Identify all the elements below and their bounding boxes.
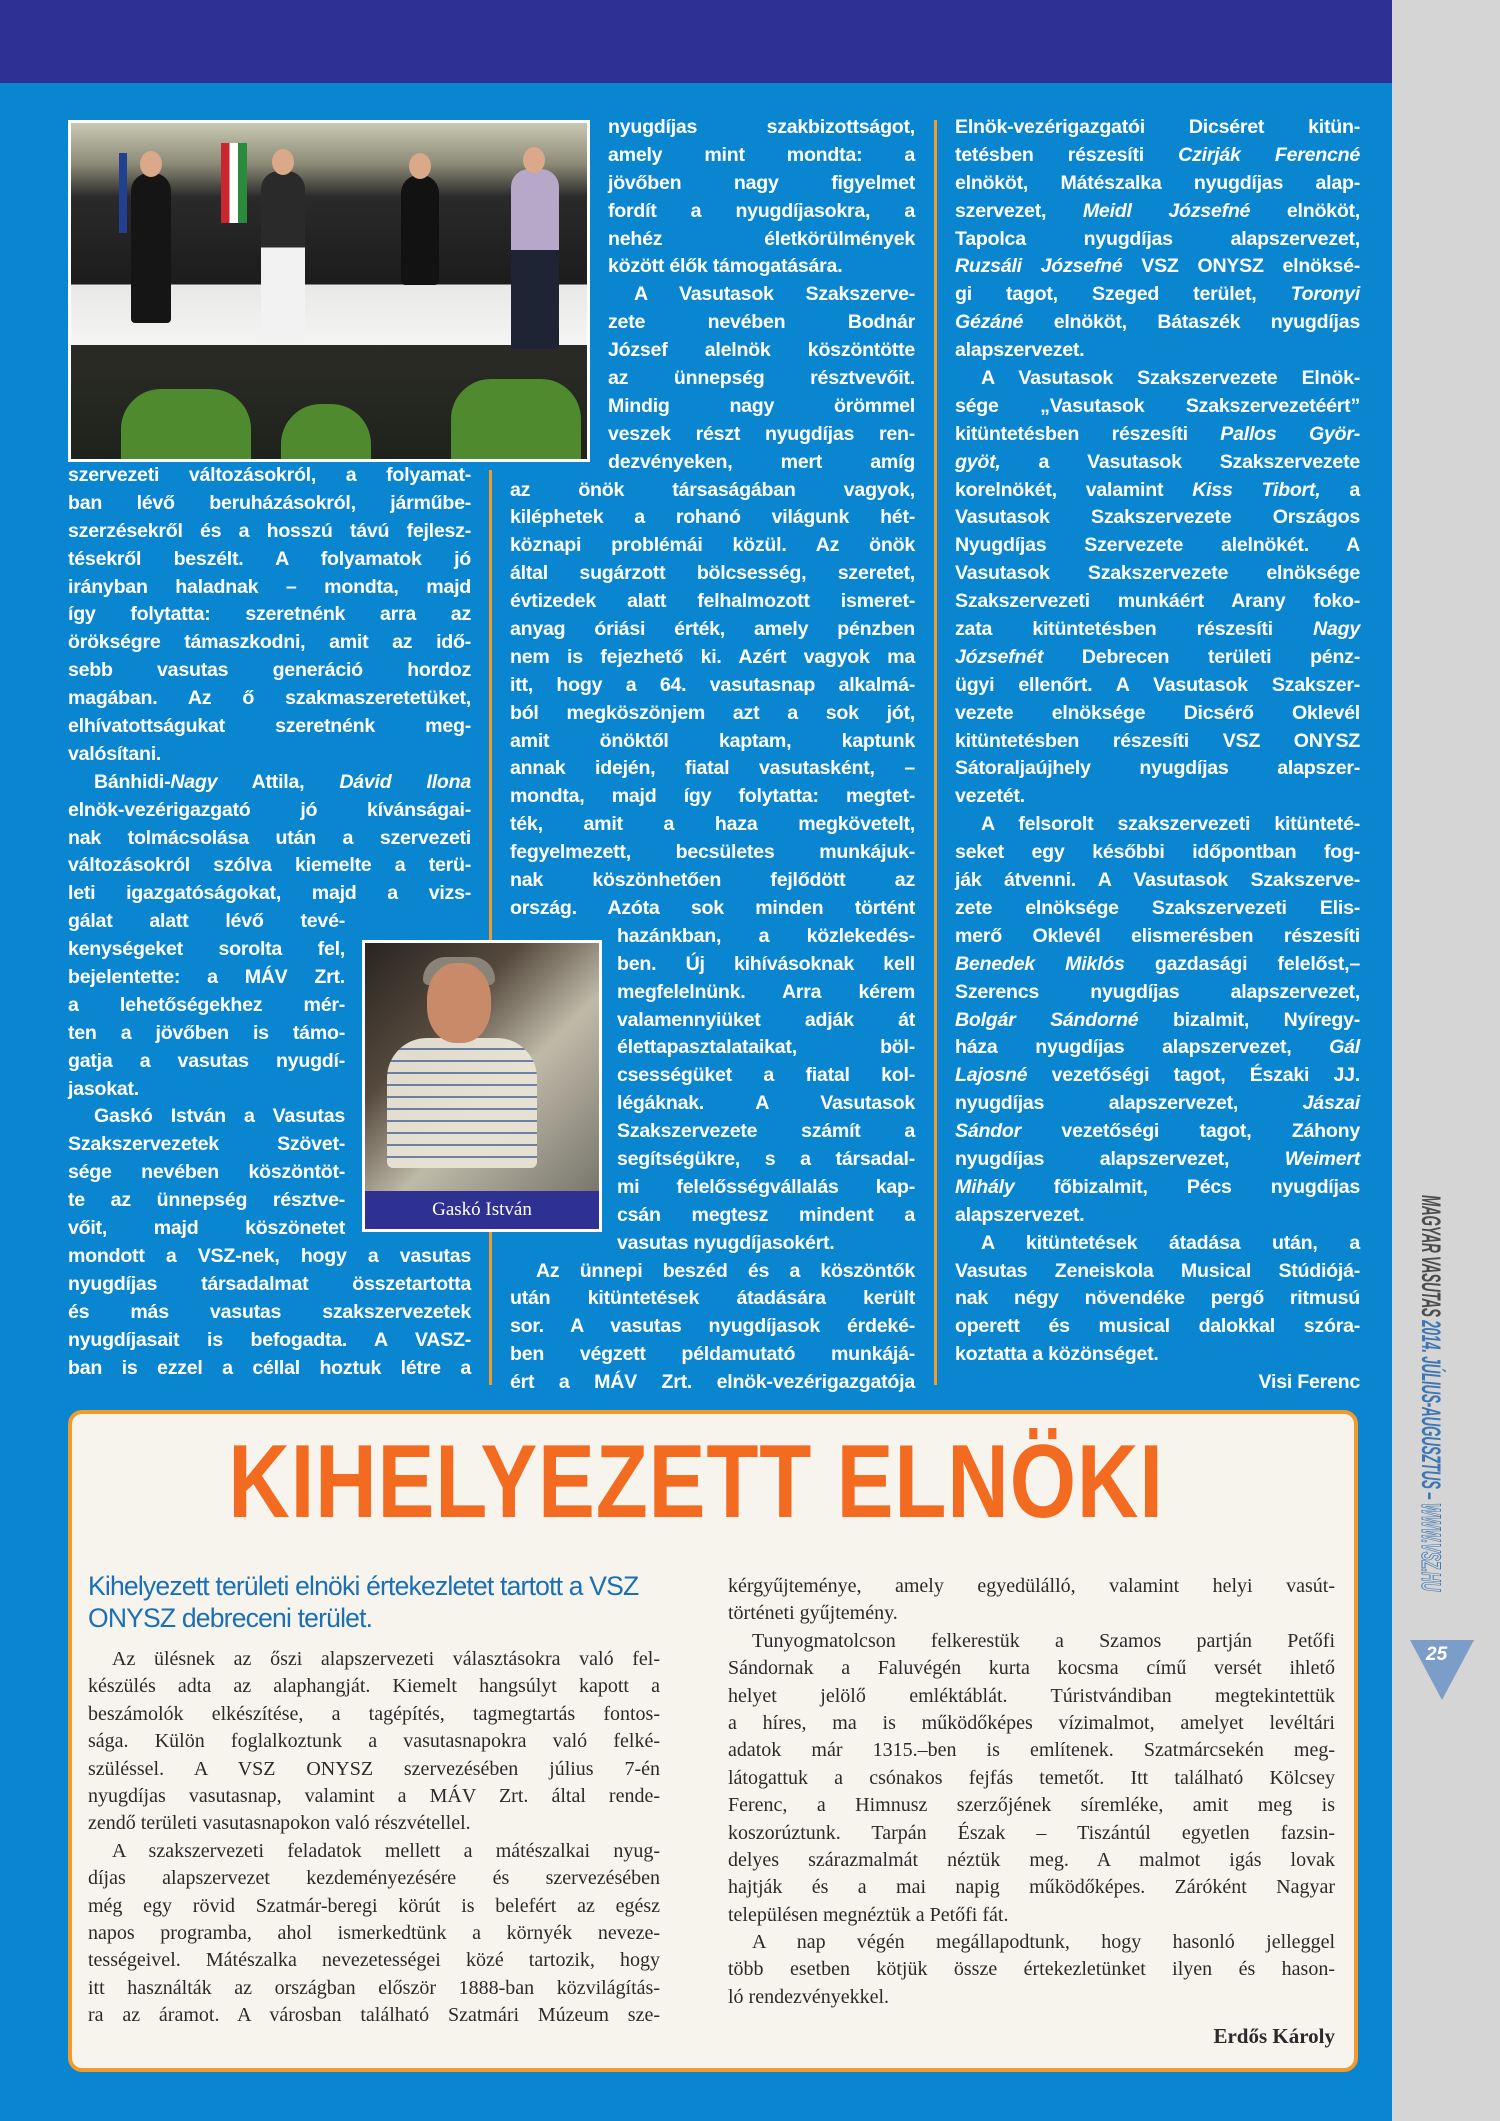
text-line: változásokról szólva kiemelte a terü-	[68, 854, 471, 877]
article-subheadline: Kihelyezett területi elnöki értekezletet tartott a VSZ ONYSZ debreceni terület.	[88, 1571, 639, 1633]
text-line: hazánkban, a közlekedés-	[617, 924, 915, 947]
text-line: Szakszervezeti munkáért Arany foko-	[955, 590, 1360, 613]
text-line: nehéz életkörülmények	[608, 227, 915, 250]
text-line: Vasutasok Szakszervezete elnöksége	[955, 562, 1360, 585]
text-line: kitüntetésben részesíti VSZ ONYSZ	[955, 729, 1360, 752]
person-name: Czirják Ferencné	[1178, 143, 1360, 166]
text-line: ten a jövőben is támo-	[68, 1021, 345, 1044]
text-line: nak köszönhetően fejlődött az	[510, 869, 915, 892]
text-line: operett és musical dalokkal szóra-	[955, 1315, 1360, 1338]
text-line: valósítani.	[68, 742, 162, 765]
text-line: Vasutasok Szakszervezete Országos	[955, 506, 1360, 529]
text-line: ben végzett példamutató munkájá-	[510, 1343, 915, 1366]
text-line: ják átvenni. A Vasutasok Szakszerve-	[955, 869, 1360, 892]
text-line: A felsorolt szakszervezeti kitünteté-	[981, 813, 1360, 836]
text-line: jövőben nagy figyelmet	[608, 171, 915, 194]
text-line: a híres, ma is működőképes vízimalmot, amelyet levéltári	[728, 1711, 1335, 1734]
text-line: ló rendezvényekkel.	[728, 1985, 890, 2008]
person-name: gyöt,	[955, 450, 1001, 473]
text-line: dezvényeken, mert amíg	[608, 450, 915, 473]
text-line: ügyi ellenőrt. A Vasutasok Szakszer-	[955, 673, 1360, 696]
text-line: történeti gyűjtemény.	[728, 1602, 898, 1625]
text-line: gi tagot, Szeged terület, Toronyi	[955, 283, 1360, 306]
text-line: sége nevében köszöntöt-	[68, 1161, 345, 1184]
text-line: sége „Vasutasok Szakszervezetéért”	[955, 394, 1360, 417]
text-line: Bánhidi-Nagy Attila, Dávid Ilona	[94, 770, 471, 793]
text-line: között élők támogatására.	[608, 255, 843, 278]
text-line: Tapolca nyugdíjas alapszervezet,	[955, 227, 1360, 250]
text-line: hajtják és a mai napig működőképes. Záróként Nagyar	[728, 1876, 1335, 1899]
text-line: Mihály főbizalmit, Pécs nyugdíjas	[955, 1175, 1360, 1198]
person-name: Meidl Józsefné	[1082, 199, 1251, 222]
person-name: Nagy	[170, 770, 218, 793]
person-name: Lajosné	[955, 1064, 1028, 1087]
text-line: készülés adta az alaphangját. Kiemelt hangsúlyt kapott a	[88, 1675, 660, 1698]
person-name: Pallos Györ-	[1220, 422, 1360, 445]
text-line: ban lévő beruházásokról, járműbe-	[68, 491, 471, 514]
text-line: mondott a VSZ-nek, hogy a vasutas	[68, 1244, 471, 1267]
text-line: ban is ezzel a céllal hoztuk létre a	[68, 1356, 471, 1379]
text-line: Tunyogmatolcson felkerestük a Szamos partján Petőfi	[752, 1629, 1335, 1652]
text-line: légáknak. A Vasutasok	[617, 1092, 915, 1115]
text-line: Sándornak a Faluvégén kurta kocsma című versét ihlető	[728, 1657, 1335, 1680]
text-line: itt használták az országban először 1888-ban közvilágítás-	[88, 1976, 660, 1999]
text-line: seket egy későbbi időpontban fog-	[955, 841, 1360, 864]
text-line: gatja a vasutas nyugdí-	[68, 1049, 345, 1072]
text-line: díjas alapszervezet kezdeményezésére és szervezésében	[88, 1867, 660, 1890]
text-line: köznapi problémái közül. Az önök	[510, 534, 915, 557]
text-line: szervezeti változásokról, a folyamat-	[68, 464, 471, 486]
box-column-left	[88, 1646, 660, 2029]
text-line: Elnök-vezérigazgatói Dicséret kitün-	[955, 116, 1360, 138]
text-line: A kitüntetések átadása után, a	[981, 1231, 1360, 1254]
text-line: kitüntetésben részesíti Pallos Györ-	[955, 422, 1360, 445]
text-line: nyugdíjasait is befogadta. A VASZ-	[68, 1328, 471, 1351]
text-line: magában. Az ő szakmaszeretetüket,	[68, 687, 471, 710]
text-line: nyugdíjas társadalmat összetartotta	[68, 1272, 471, 1295]
text-line: koztatta a közönséget.	[955, 1343, 1159, 1366]
text-line: Sándor vezetőségi tagot, Záhony	[955, 1120, 1360, 1143]
text-line: a lehetőségekhez mér-	[68, 993, 345, 1016]
text-line: szüléssel. A VSZ ONYSZ szervezésében július 7-én	[88, 1757, 660, 1780]
person-name: Jászai	[1302, 1092, 1360, 1115]
text-line: sebb vasutas generáció hordoz	[68, 659, 471, 682]
text-line: A szakszervezeti feladatok mellett a mátészalkai nyug-	[112, 1839, 660, 1862]
article-column-1	[68, 462, 471, 1382]
text-line: Szakszervezete számít a	[617, 1120, 915, 1143]
text-line: fegyelmezett, becsületes munkájuk-	[510, 841, 915, 864]
text-line: több esetben kötjük össze értekezletünket ilyen és hason-	[728, 1958, 1335, 1981]
text-line: gálat alatt lévő tevé-	[68, 910, 345, 933]
box-column-right	[728, 1573, 1335, 2051]
column-divider	[489, 470, 492, 1385]
text-line: ben. Új kihívásoknak kell	[617, 952, 915, 975]
text-line: valamennyiüket adják át	[617, 1008, 915, 1031]
text-line: csán megtesz mindent a	[617, 1203, 915, 1226]
text-line: örökségre támaszkodni, amit az idő-	[68, 631, 471, 654]
text-line: amit önöktől kaptam, kaptunk	[510, 729, 915, 752]
text-line: élettapasztalataikat, böl-	[617, 1036, 915, 1059]
text-line: tetésben részesíti Czirják Ferencné	[955, 143, 1360, 166]
author-signature: Erdős Károly	[1213, 2024, 1335, 2049]
text-line: nyugdíjas szakbizottságot,	[608, 116, 915, 138]
text-line: adatok már 1315.–ben is említenek. Szatmárcsekén meg-	[728, 1739, 1335, 1762]
text-line: te az ünnepség résztve-	[68, 1189, 345, 1212]
text-line: leti igazgatóságokat, majd a vizs-	[68, 882, 471, 905]
text-line: A nap végén megállapodtunk, hogy hasonló jelleggel	[752, 1931, 1335, 1954]
person-name: Gézáné	[955, 311, 1024, 334]
text-line: zendő területi vasutasnapokon való részvétellel.	[88, 1812, 471, 1835]
text-line: amely mint mondta: a	[608, 143, 915, 166]
text-line: Visi Ferenc	[1258, 1371, 1360, 1394]
column-divider	[934, 120, 937, 1385]
text-line: kiléphetek a rohanó világunk hét-	[510, 506, 915, 529]
text-line: jasokat.	[68, 1077, 139, 1100]
text-line: veszek részt nyugdíjas ren-	[608, 422, 915, 445]
text-line: településen megnéztük a Petőfi fát.	[728, 1903, 1009, 1926]
text-line: zete elnöksége Szakszervezeti Elis-	[955, 896, 1360, 919]
text-line: Szerencs nyugdíjas alapszervezet,	[955, 980, 1360, 1003]
person-name: Bolgár Sándorné	[955, 1008, 1139, 1031]
text-line: tességeivel. Mátészalka nevezetességei közé tartozik, hogy	[88, 1949, 660, 1972]
text-line: ték, amit a haza megkövetelt,	[510, 813, 915, 836]
text-line: nyugdíjas alapszervezet, Weimert	[955, 1147, 1360, 1170]
text-line: ország. Azóta sok minden történt	[510, 896, 915, 919]
text-line: elhívatottságukat szeretnénk meg-	[68, 715, 471, 738]
text-line: vezete elnöksége Dicsérő Oklevél	[955, 701, 1360, 724]
text-line: nak tolmácsolása után a szervezeti	[68, 826, 471, 849]
text-line: A Vasutasok Szakszerve-	[634, 283, 915, 306]
page-number-badge	[1410, 1640, 1474, 1700]
text-line: ért a MÁV Zrt. elnök-vezérigazgatója	[510, 1371, 915, 1394]
text-line: Gézáné elnököt, Bátaszék nyugdíjas	[955, 311, 1360, 334]
text-line: korelnökét, valamint Kiss Tibort, a	[955, 478, 1360, 501]
text-line: évtizedek alatt felhalmozott ismeret-	[510, 590, 915, 613]
text-line: Mindig nagy örömmel	[608, 394, 915, 417]
text-line: nyugdíjas vasutasnap, valamint a MÁV Zrt. által rende-	[88, 1784, 660, 1807]
text-line: nyugdíjas alapszervezet, Jászai	[955, 1092, 1360, 1115]
text-line: sor. A vasutas nyugdíjasok érdeké-	[510, 1315, 915, 1338]
text-line: Sátoraljaújhely nyugdíjas alapszer-	[955, 757, 1360, 780]
text-line: kenységeket sorolta fel,	[68, 938, 345, 961]
text-line: nem is fejezhető ki. Azért vagyok ma	[510, 645, 915, 668]
person-name: Ruzsáli Józsefné	[955, 255, 1123, 278]
text-line: Az ülésnek az őszi alapszervezeti választásokra való fel-	[112, 1648, 660, 1670]
text-line: Ruzsáli Józsefné VSZ ONYSZ elnöksé-	[955, 255, 1360, 278]
website-link[interactable]: WWW.VSZ.HU	[1416, 1503, 1446, 1592]
text-line: megfelelnünk. Arra kérem	[617, 980, 915, 1003]
text-line: Bolgár Sándorné bizalmit, Nyíregy-	[955, 1008, 1360, 1031]
box-left-flow	[88, 1570, 660, 2029]
sidebar-strip	[1392, 0, 1500, 2121]
magazine-name: MAGYAR VASUTAS	[1416, 1195, 1446, 1317]
person-name: Sándor	[1050, 1008, 1117, 1031]
text-line: Nyugdíjas Szervezete alelnökét. A	[955, 534, 1360, 557]
text-line: által sugárzott bölcsesség, szeretet,	[510, 562, 915, 585]
text-line: Gaskó István a Vasutas	[94, 1105, 345, 1128]
text-line: így folytatta: szeretnénk arra az	[68, 603, 471, 626]
text-line: szerzésekről és a hosszú távú fejlesz-	[68, 519, 471, 542]
text-line: nak négy növendéke pergő ritmusú	[955, 1287, 1360, 1310]
text-line: Az ünnepi beszéd és a köszöntők	[536, 1259, 915, 1282]
text-line: Vasutas Zeneiskola Musical Stúdiójá-	[955, 1259, 1360, 1282]
text-line: anyag óriási érték, amely pénzben	[510, 618, 915, 641]
text-line: segítségükre, s a társadal-	[617, 1147, 915, 1170]
text-line: alapszervezet.	[955, 1203, 1085, 1226]
text-line: Benedek Miklós gazdasági felelőst,–	[955, 952, 1360, 975]
text-line: háza nyugdíjas alapszervezet, Gál	[955, 1036, 1360, 1059]
person-name: Mihály	[955, 1175, 1015, 1198]
text-line: még egy rövid Szatmár-beregi körút is belefért az egész	[88, 1894, 660, 1917]
person-name: Toronyi	[1290, 283, 1360, 306]
text-line: Lajosné vezetőségi tagot, Északi JJ.	[955, 1064, 1360, 1087]
person-name: Józsefnét	[955, 645, 1044, 668]
article-headline: KIHELYEZETT ELNÖKI	[228, 1424, 1164, 1540]
text-line: és más vasutas szakszervezetek	[68, 1300, 471, 1323]
text-line: csességüket a fiatal kol-	[617, 1064, 915, 1087]
text-line: beszámolók elkészítése, a tagépítés, tagmegtartás fontos-	[88, 1702, 660, 1725]
text-line: kérgyűjteménye, amely egyedülálló, valamint helyi vasút-	[728, 1575, 1335, 1597]
text-line: vezetét.	[955, 785, 1025, 808]
text-line: gyöt, a Vasutasok Szakszervezete	[955, 450, 1360, 473]
text-line: sága. Külön foglalkoztunk a vasutasnapokra való felké-	[88, 1730, 660, 1753]
text-line: napos programba, ahol ismerkedtünk a környék neveze-	[88, 1921, 660, 1944]
text-line: ból megköszönjem azt a sok jót,	[510, 701, 915, 724]
text-line: zete nevében Bodnár	[608, 311, 915, 334]
text-line: mi felelősségvállalás kap-	[617, 1175, 915, 1198]
text-line: elnököt, Mátészalka nyugdíjas alap-	[955, 171, 1360, 194]
text-line: irányban haladnak – mondta, majd	[68, 575, 471, 598]
person-name: Sándor	[955, 1120, 1021, 1143]
issue-date: 2014. JÚLIUS-AUGUSZTUS –	[1416, 1316, 1446, 1504]
text-line: merő Oklevél elismerésben részesíti	[955, 924, 1360, 947]
person-name: Nagy	[1313, 618, 1360, 641]
text-line: A Vasutasok Szakszervezete Elnök-	[981, 367, 1360, 390]
text-line: alapszervezet.	[955, 339, 1085, 362]
text-line: Józsefnét Debrecen területi pénz-	[955, 645, 1360, 668]
text-line: fordít a nyugdíjasokra, a	[608, 199, 915, 222]
page-number: 25	[1426, 1644, 1448, 1665]
text-line: vasutas nyugdíjasokért.	[617, 1231, 835, 1254]
text-line: Ferenc, a Himnusz szerzőjének síremléke, amit meg is	[728, 1794, 1335, 1817]
text-line: delyes szárazmalmát néztük meg. A malmot igás lovak	[728, 1848, 1335, 1871]
text-line: zata kitüntetésben részesíti Nagy	[955, 618, 1360, 641]
text-line: itt, hogy a 64. vasutasnap alkalmá-	[510, 673, 915, 696]
text-line: az önök társaságában vagyok,	[510, 478, 915, 501]
text-line: koszorúztunk. Tarpán Észak – Tiszántúl egyetlen fazsin-	[728, 1821, 1335, 1844]
header-bar	[0, 0, 1392, 83]
text-line: vőit, majd köszönetet	[68, 1217, 345, 1240]
article-column-3	[955, 114, 1360, 1397]
person-name: Dávid Ilona	[339, 770, 471, 793]
photo-caption: Gaskó István	[365, 1191, 599, 1229]
text-line: mondta, majd így folytatta: megtet-	[510, 785, 915, 808]
text-line: József alelnök köszöntötte	[608, 339, 915, 362]
text-line: bejelentette: a MÁV Zrt.	[68, 966, 345, 989]
person-name: Weimert	[1284, 1147, 1360, 1170]
person-name: Gál	[1329, 1036, 1360, 1059]
person-name: Kiss Tibort,	[1192, 478, 1321, 501]
text-line: ra az áramot. A városban található Szatmári Múzeum sze-	[88, 2004, 660, 2027]
running-footer	[1415, 1195, 1446, 1591]
text-line: tésekről beszélt. A folyamatok jó	[68, 547, 471, 570]
text-line: látogattuk a csónakos fejfás temetőt. Itt található Kölcsey	[728, 1766, 1335, 1789]
text-line: Szakszervezetek Szövet-	[68, 1133, 345, 1156]
text-line: szervezet, Meidl Józsefné elnököt,	[955, 199, 1361, 222]
text-line: elnök-vezérigazgató jó kívánságai-	[68, 798, 471, 821]
text-line: helyet jelölő emléktáblát. Túristvándiban megtekintettük	[728, 1684, 1335, 1707]
text-line: az ünnepség résztvevőit.	[608, 367, 915, 390]
person-name: Benedek Miklós	[955, 952, 1125, 975]
article-column-2	[510, 114, 915, 1397]
text-line: annak idején, fiatal vasutasként, –	[510, 757, 915, 780]
text-line: után kitüntetések átadására került	[510, 1287, 915, 1310]
